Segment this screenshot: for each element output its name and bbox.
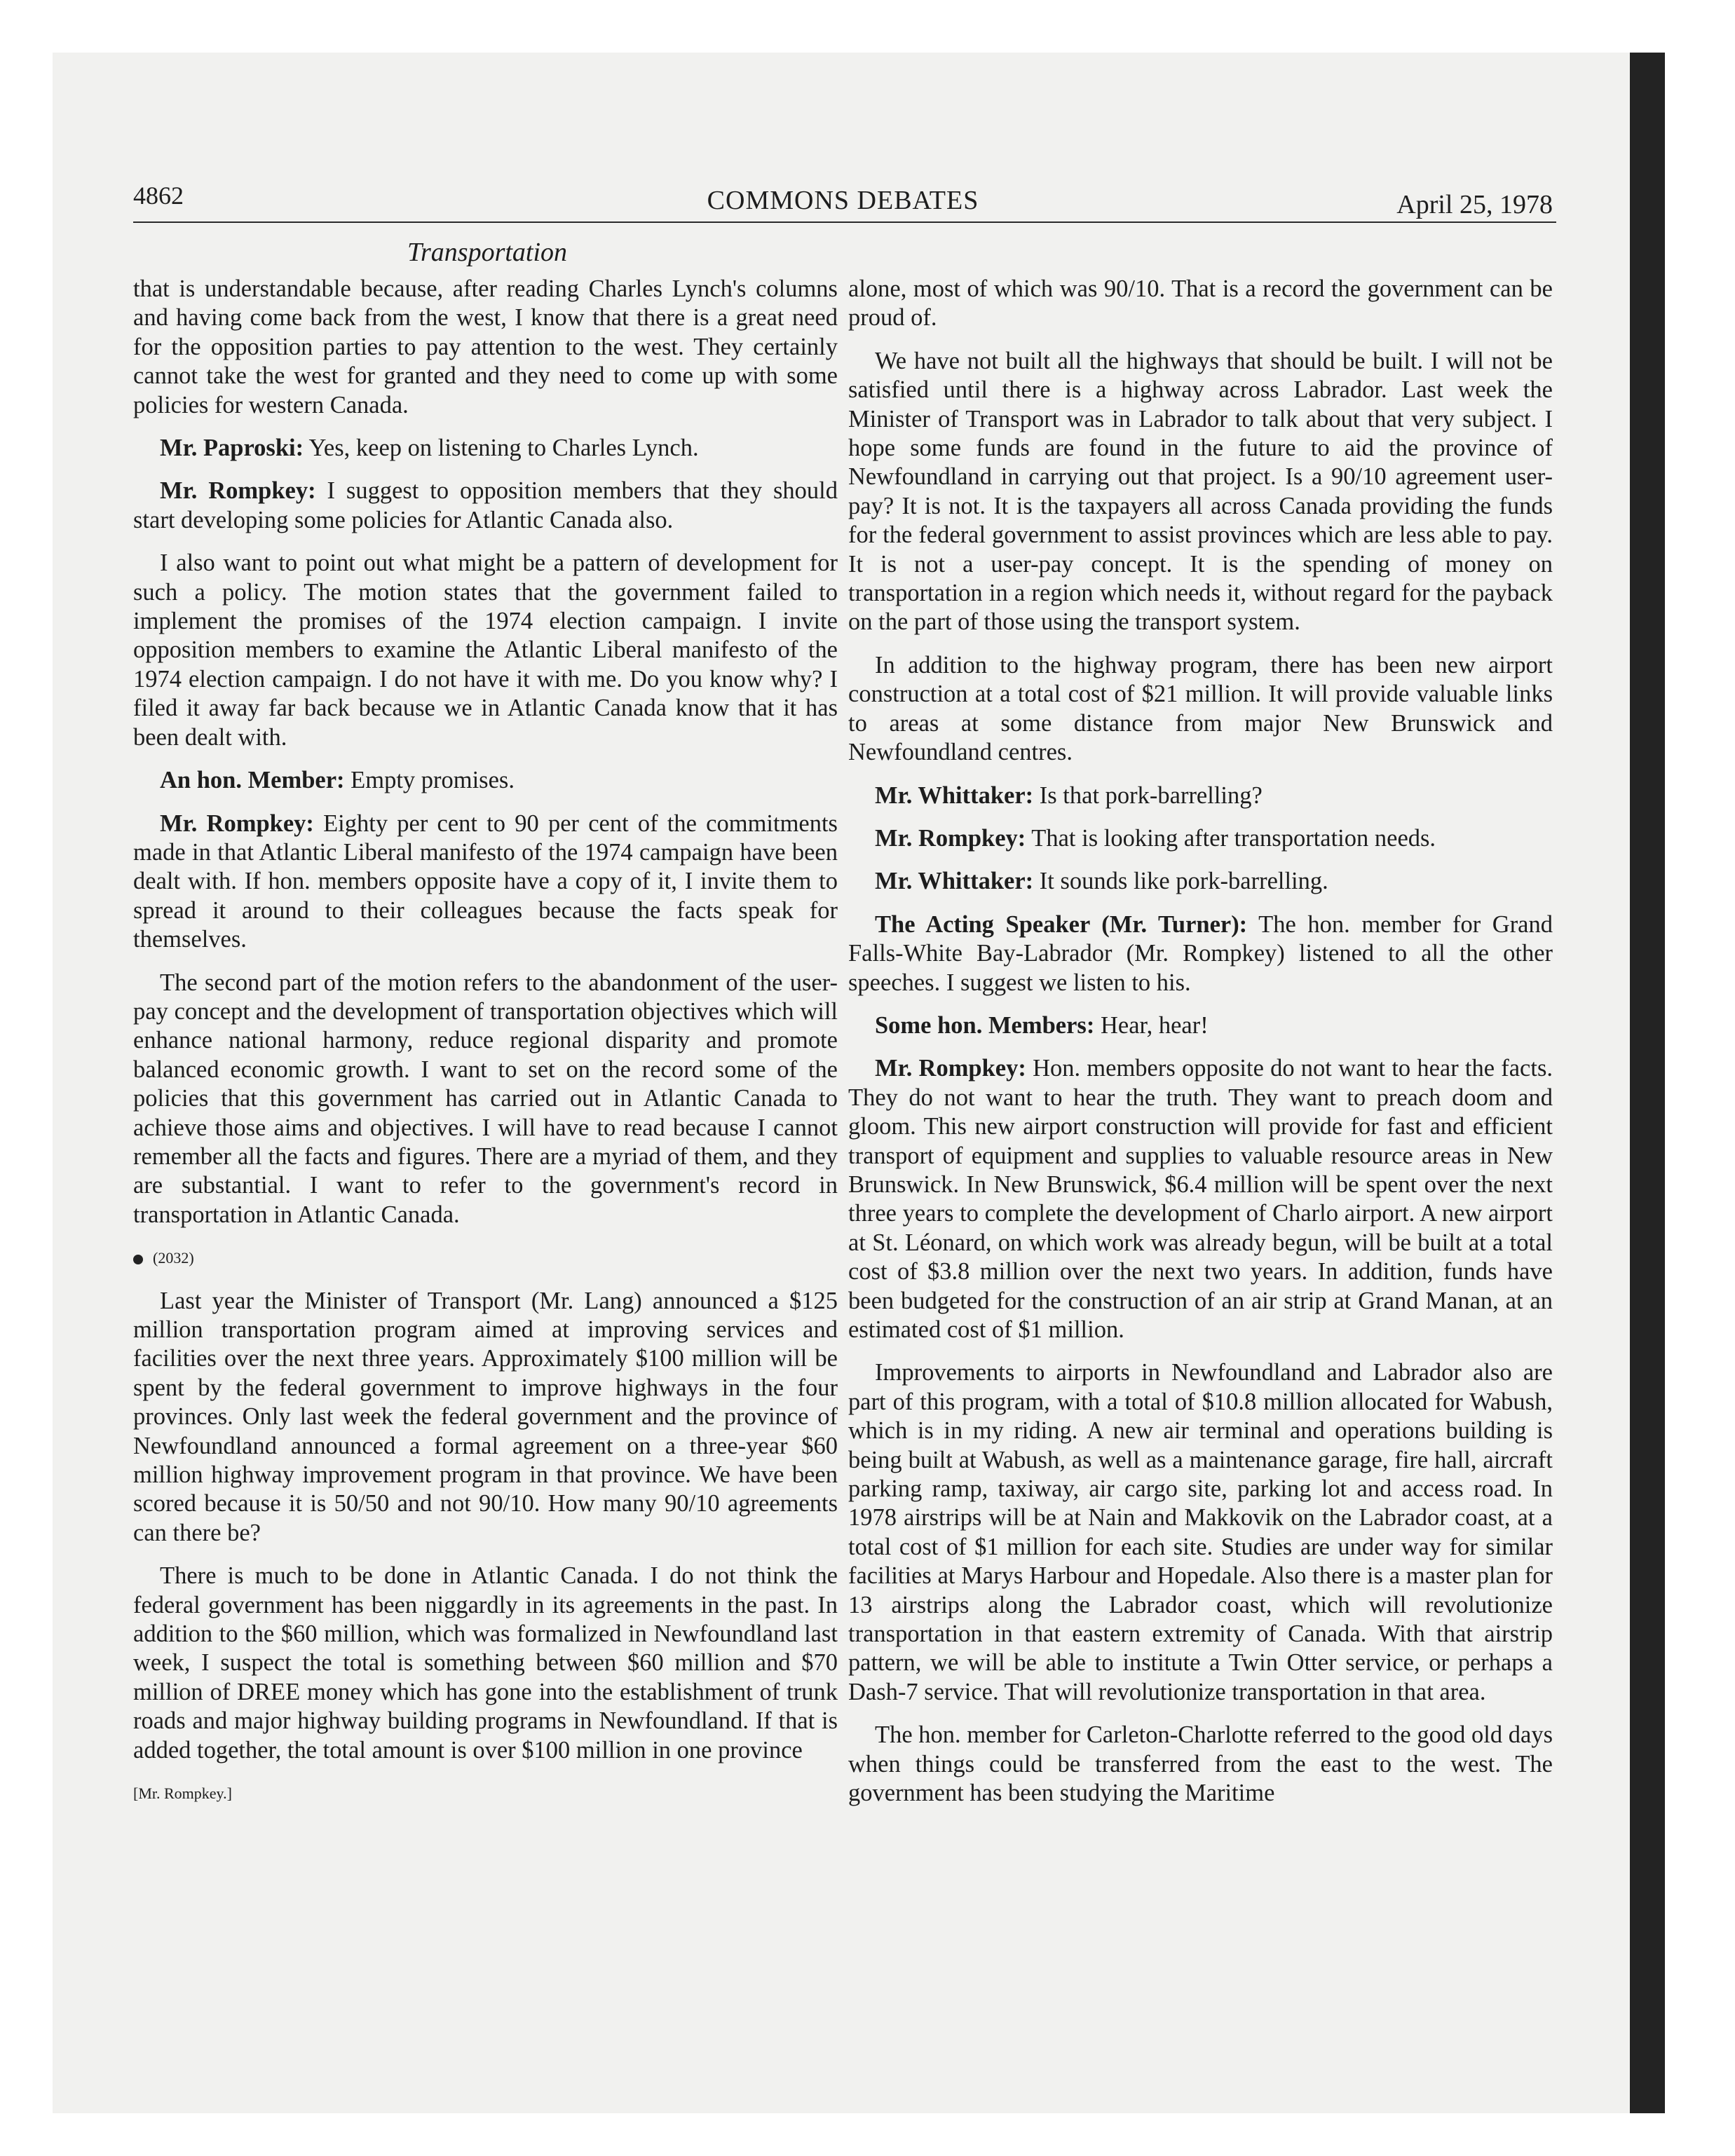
issue-date: April 25, 1978 [1396,190,1553,219]
left-column [133,275,838,1822]
publication-title: COMMONS DEBATES [707,186,979,215]
speaker-name: Mr. Rompkey: [160,810,314,837]
time-marker-text: (2032) [153,1249,194,1267]
speaker-name: Mr. Whittaker: [875,868,1034,895]
speaker-name: Mr. Rompkey: [875,824,1026,852]
paragraph: There is much to be done in Atlantic Canada. I do not think the federal government has been niggardly in its agreements in the past. In addition to the $60 million, which was formalized in Newfoundland last week, I suspect the total is something between $60 million and $70 million of DREE money which has gone into the establishment of trunk roads and major highway building programs in Newfoundland. If that is added together, the total amount is over $100 million in one province [133,1562,838,1763]
paragraph: Improvements to airports in Newfoundland and Labrador also are part of this program, with a total of $10.8 million allocated for Wabush, which is in my riding. A new air terminal and operations building is being built at Wabush, as well as a maintenance garage, fire hall, aircraft parking ramp, taxiway, air cargo site, parking lot and access road. In 1978 airstrips will be at Nain and Makkovik on the Labrador coast, at a total cost of $1 million for each site. Studies are under way for similar facilities at Marys Harbour and Hopedale. Also there is a master plan for 13 airstrips along the Labrador coast, which will revolutionize transportation in that eastern extremity of Canada. With that airstrip pattern, we will be able to institute a Twin Otter service, or perhaps a Dash-7 service. That will revolutionize transportation in that area. [848,1359,1553,1705]
section-title: Transportation [407,238,568,267]
speech-text: The hon. member for Grand Falls-White Bay-Labrador (Mr. Rompkey) listened to all the other speeches. I suggest we listen to his. [848,910,1553,996]
speaker-name: Mr. Rompkey: [875,1055,1026,1082]
page-edge-shadow [1630,53,1665,2113]
speech [133,766,838,795]
speech [848,824,1553,853]
paragraph: Last year the Minister of Transport (Mr. Lang) announced a $125 million transportation program aimed at improving services and facilities over the next three years. Approximately $100 million will be spent by the federal government to improve highways in the four provinces. Only last week the federal government and the province of Newfoundland announced a formal agreement on a three-year $60 million highway improvement program in that province. We have been scored because it is 50/50 and not 90/10. How many 90/10 agreements can there be? [133,1287,838,1546]
speech-text: Is that pork-barrelling? [1033,782,1263,809]
speech-text: Eighty per cent to 90 per cent of the commitments made in that Atlantic Liberal manifesto of the 1974 campaign have been dealt with. If hon. members opposite have a copy of it, I invite them to spread it around to their colleagues because the facts speak for themselves. [133,810,838,953]
speech [848,782,1553,810]
speech-text: Hon. members opposite do not want to hear the facts. They do not want to hear the truth. They want to preach doom and gloom. This new airport construction will provide for fast and efficient transport of equipment and supplies to valuable resource areas in New Brunswick. In New Brunswick, $6.4 million will be spent over the next three years to complete the development of Charlo airport. A new airport at St. Léonard, on which work was already begun, will be built at a total cost of $3.8 million over the next two years. In addition, funds have been budgeted for the construction of an air strip at Grand Manan, at an estimated cost of $1 million. [848,1055,1553,1343]
speech-text: Yes, keep on listening to Charles Lynch. [304,435,699,462]
speech [133,810,838,955]
speech [848,910,1553,997]
speech-text: I suggest to opposition members that they should start developing some policies for Atlantic Canada also. [133,477,838,533]
speaker-name: Mr. Rompkey: [160,477,316,505]
speech-text: Empty promises. [344,767,515,794]
paragraph: The second part of the motion refers to the abandonment of the user-pay concept and the development of transportation objectives which will enhance national harmony, reduce regional disparity and promote balanced economic growth. I want to set on the record some of the policies that this government has carried out in Atlantic Canada to achieve those aims and objectives. I will have to read because I cannot remember all the facts and figures. There are a myriad of them, and they are substantial. I want to refer to the government's record in transportation in Atlantic Canada. [133,969,838,1228]
speech [848,1011,1553,1040]
speaker-name: Mr. Whittaker: [875,782,1034,809]
speaker-name: An hon. Member: [160,767,345,794]
speech-text: Hear, hear! [1094,1011,1209,1039]
speech-text: That is looking after transportation needs. [1026,824,1436,852]
speech [848,867,1553,896]
paragraph: The hon. member for Carleton-Charlotte referred to the good old days when things could be transferred from the east to the west. The government has been studying the Maritime [848,1721,1553,1807]
paragraph: that is understandable because, after reading Charles Lynch's columns and having come back from the west, I know that there is a great need for the opposition parties to pay attention to the west. They certainly cannot take the west for granted and they need to come up with some policies for western Canada. [133,275,838,418]
paragraph: In addition to the highway program, there has been new airport construction at a total cost of $21 million. It will provide valuable links to areas at some distance from major New Brunswick and Newfoundland centres. [848,651,1553,766]
paragraph: alone, most of which was 90/10. That is a record the government can be proud of. [848,275,1553,332]
speaker-name: Mr. Paproski: [160,435,304,462]
page-number: 4862 [133,182,184,210]
speaker-attribution: [Mr. Rompkey.] [133,1785,232,1803]
time-marker [133,1243,838,1272]
page-header [133,181,1553,223]
speaker-name: Some hon. Members: [875,1011,1095,1039]
speaker-name: The Acting Speaker (Mr. Turner): [875,910,1248,938]
bullet-dot-icon [133,1255,143,1264]
paragraph: I also want to point out what might be a pattern of development for such a policy. The motion states that the government failed to implement the promises of the 1974 election campaign. I invite opposition members to examine the Atlantic Liberal manifesto of the 1974 election campaign. I do not have it with me. Do you know why? I filed it away far back because we in Atlantic Canada know that it has been dealt with. [133,550,838,751]
speech [848,1054,1553,1344]
header-rule [133,221,1556,223]
speech [133,434,838,463]
right-column [848,275,1553,1822]
speech [133,477,838,535]
speech-text: It sounds like pork-barrelling. [1033,868,1328,895]
paragraph: We have not built all the highways that should be built. I will not be satisfied until there is a highway across Labrador. Last week the Minister of Transport was in Labrador to talk about that very subject. I hope some funds are found in the future to aid the province of Newfoundland in carrying out that project. Is a 90/10 agreement user-pay? It is not. It is the taxpayers all across Canada providing the funds for the federal government to assist provinces which are less able to pay. It is not a user-pay concept. It is the spending of money on transportation in a region which needs it, without regard for the payback on the part of those using the transport system. [848,347,1553,636]
